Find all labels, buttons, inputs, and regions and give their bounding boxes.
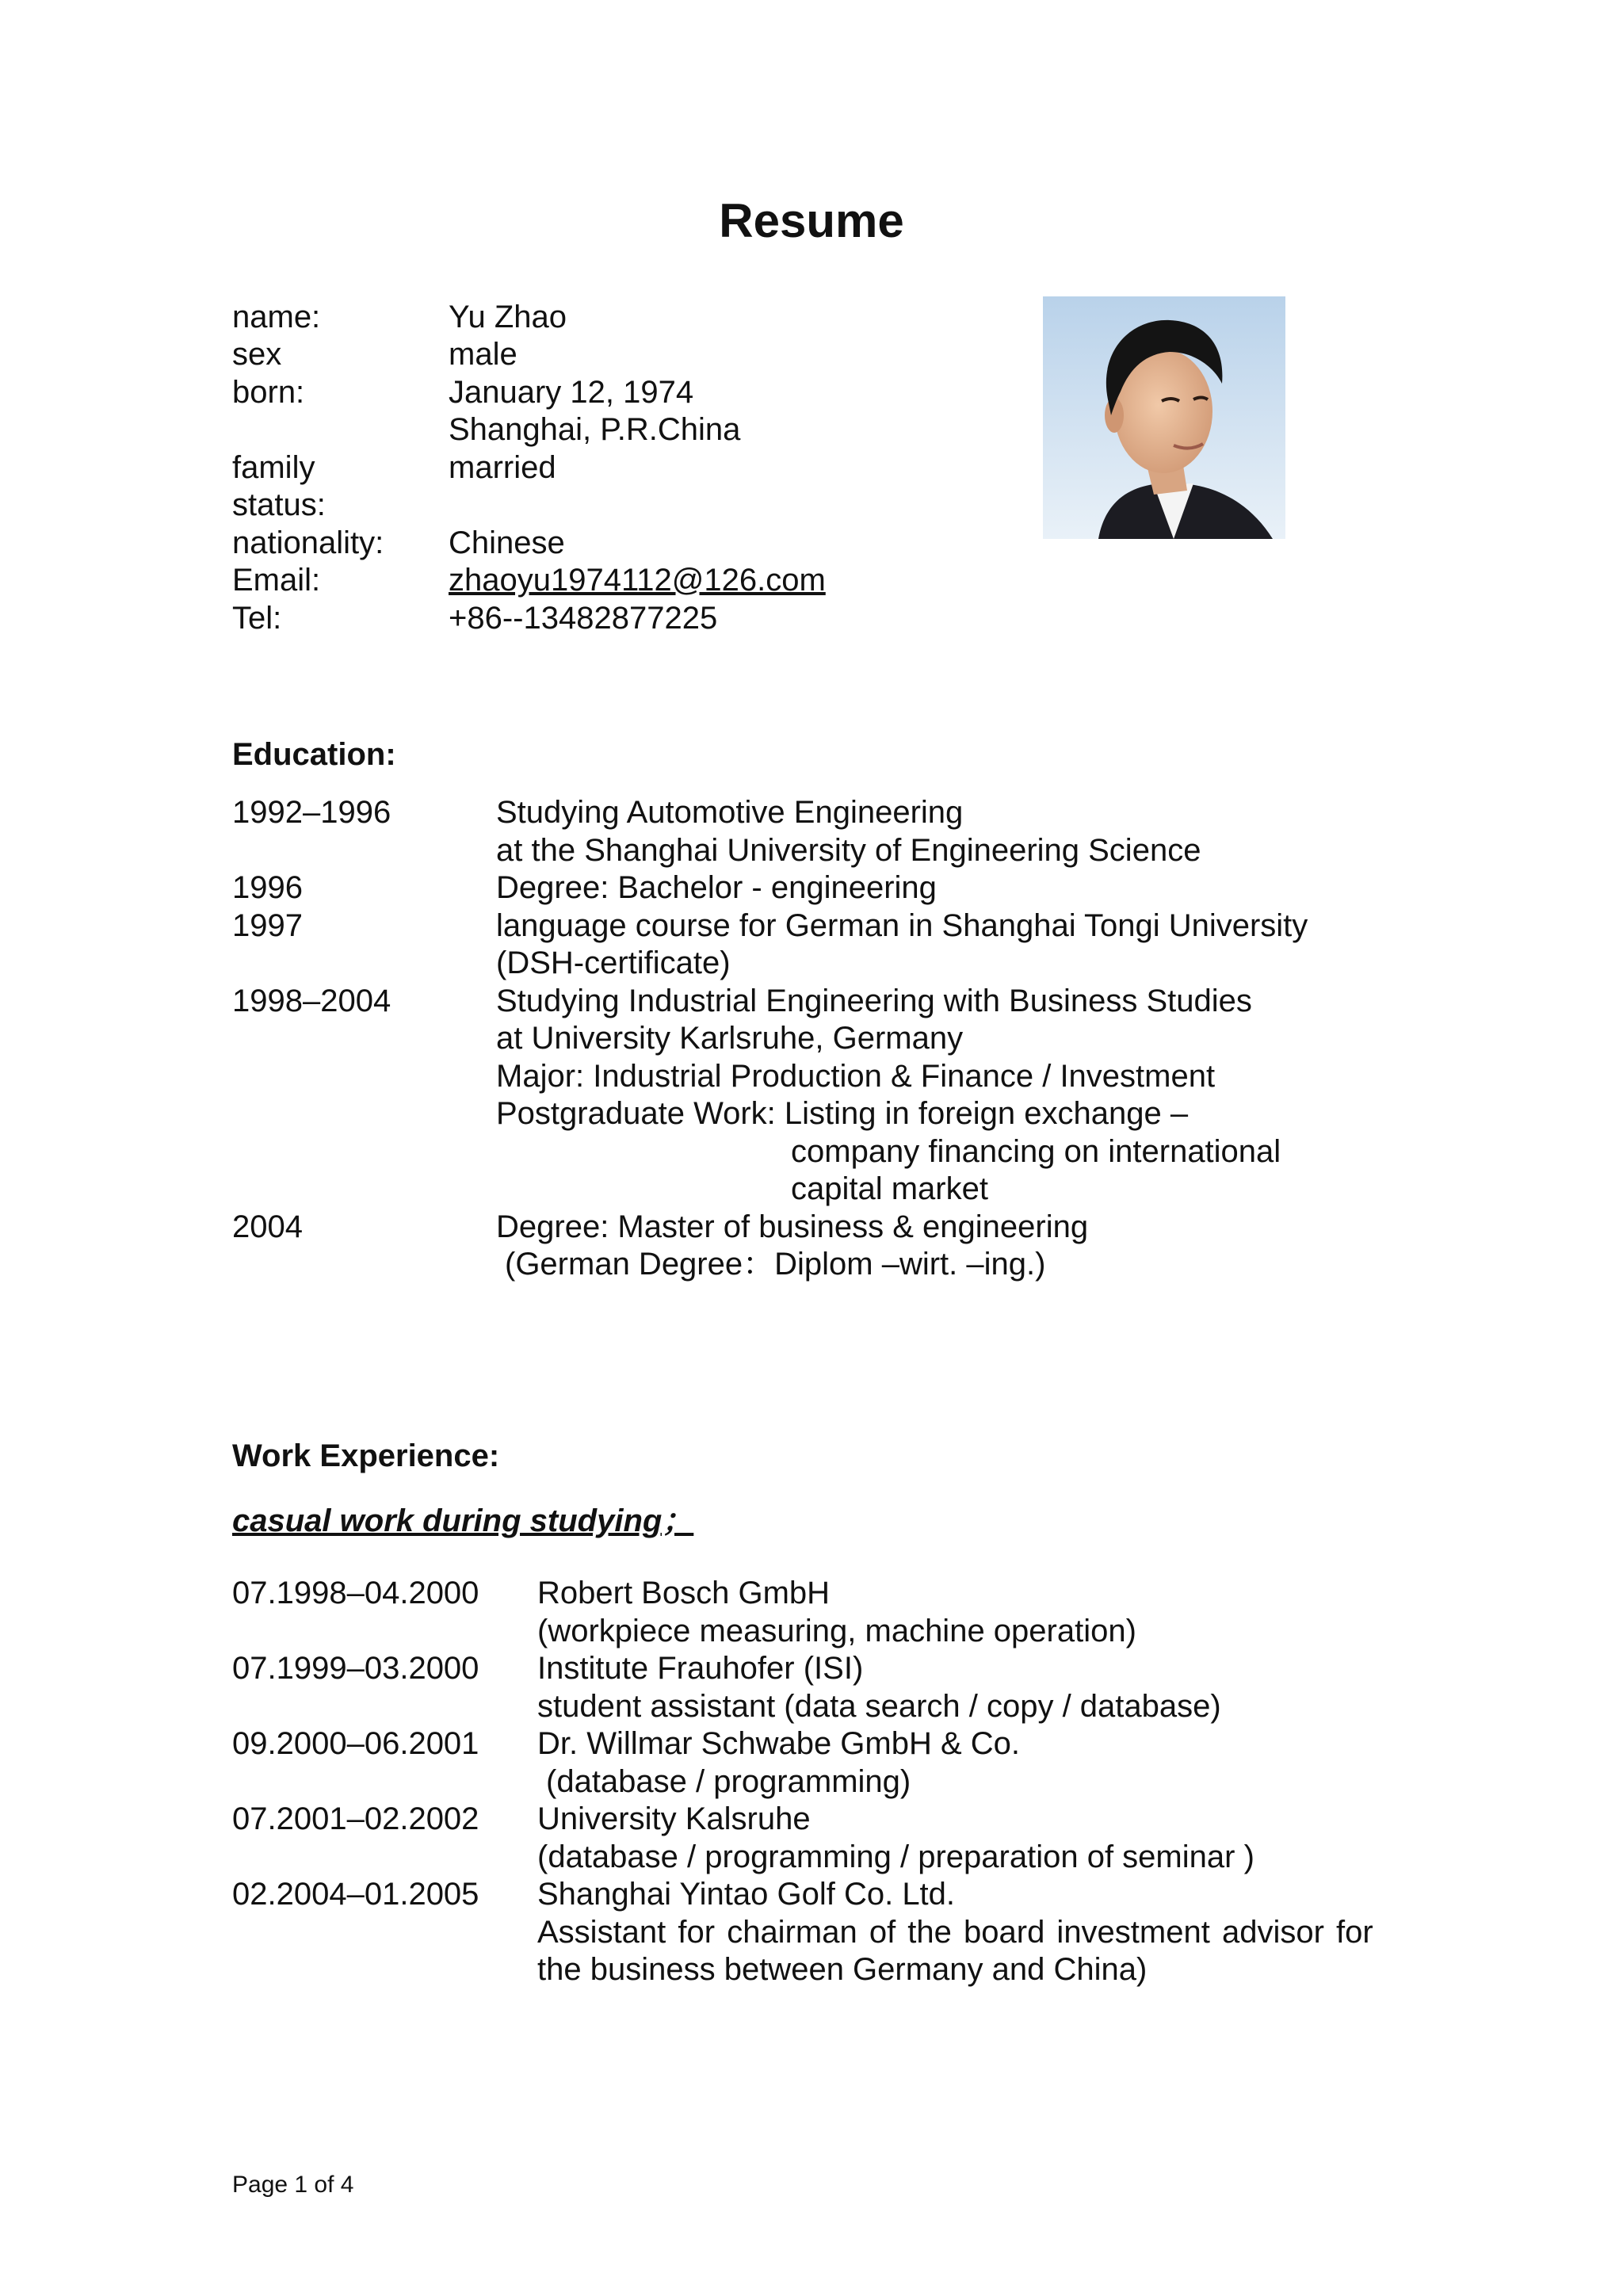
work-text: Dr. Willmar Schwabe GmbH & Co. [537, 1726, 1021, 1761]
education-text: Postgraduate Work: Listing in foreign exchange – [496, 1096, 1189, 1131]
label-nationality: nationality: [232, 525, 384, 560]
education-date: 1996 [232, 870, 303, 905]
education-text: Degree: Bachelor - engineering [496, 870, 937, 905]
profile-photo [1043, 296, 1285, 539]
value-name: Yu Zhao [449, 300, 567, 334]
value-sex: male [449, 337, 517, 372]
education-date: 1998–2004 [232, 984, 391, 1018]
education-heading: Education: [232, 737, 396, 772]
education-text: language course for German in Shanghai Tongi University [496, 908, 1308, 943]
work-date: 07.1998–04.2000 [232, 1576, 479, 1610]
work-text: Shanghai Yintao Golf Co. Ltd. [537, 1877, 956, 1912]
education-text: capital market [791, 1171, 988, 1206]
education-text: at the Shanghai University of Engineering Science [496, 833, 1201, 868]
work-date: 09.2000–06.2001 [232, 1726, 479, 1761]
label-family: family [232, 450, 315, 485]
value-tel: +86--13482877225 [449, 601, 718, 636]
work-subheading: casual work during studying； [232, 1503, 694, 1538]
work-text: Assistant for chairman of the board investment advisor for [537, 1915, 1373, 1950]
value-born-date: January 12, 1974 [449, 375, 694, 410]
education-text: company financing on international [791, 1134, 1281, 1169]
education-text: Degree: Master of business & engineering [496, 1209, 1089, 1244]
value-family-status: married [449, 450, 556, 485]
work-text: University Kalsruhe [537, 1801, 811, 1836]
label-born: born: [232, 375, 305, 410]
value-nationality: Chinese [449, 525, 565, 560]
label-sex: sex [232, 337, 282, 372]
education-text: Studying Automotive Engineering [496, 795, 964, 830]
work-date: 07.1999–03.2000 [232, 1651, 479, 1686]
label-email: Email: [232, 563, 321, 598]
label-tel: Tel: [232, 601, 282, 636]
work-text: (database / programming) [546, 1764, 911, 1799]
work-text: Robert Bosch GmbH [537, 1576, 831, 1610]
label-name: name: [232, 300, 321, 334]
value-born-place: Shanghai, P.R.China [449, 412, 741, 447]
education-text: at University Karlsruhe, Germany [496, 1021, 964, 1056]
label-status: status: [232, 487, 326, 522]
work-text: (database / programming / preparation of seminar ) [537, 1839, 1254, 1874]
work-text: student assistant (data search / copy / database) [537, 1689, 1221, 1724]
work-date: 07.2001–02.2002 [232, 1801, 479, 1836]
page-number: Page 1 of 4 [232, 2172, 354, 2198]
work-text: (workpiece measuring, machine operation) [537, 1614, 1136, 1648]
work-heading: Work Experience: [232, 1438, 500, 1473]
education-date: 1992–1996 [232, 795, 391, 830]
education-text: Major: Industrial Production & Finance / Investment [496, 1059, 1216, 1094]
email-link[interactable]: zhaoyu1974112@126.com [449, 563, 826, 598]
education-text: (German Degree：Diplom –wirt. –ing.) [505, 1247, 1046, 1282]
work-text: the business between Germany and China) [537, 1952, 1148, 1987]
education-date: 2004 [232, 1209, 303, 1244]
work-text: Institute Frauhofer (ISI) [537, 1651, 864, 1686]
work-date: 02.2004–01.2005 [232, 1877, 479, 1912]
education-date: 1997 [232, 908, 303, 943]
education-text: Studying Industrial Engineering with Business Studies [496, 984, 1252, 1018]
page-title: Resume [719, 194, 904, 247]
education-text: (DSH-certificate) [496, 946, 731, 980]
